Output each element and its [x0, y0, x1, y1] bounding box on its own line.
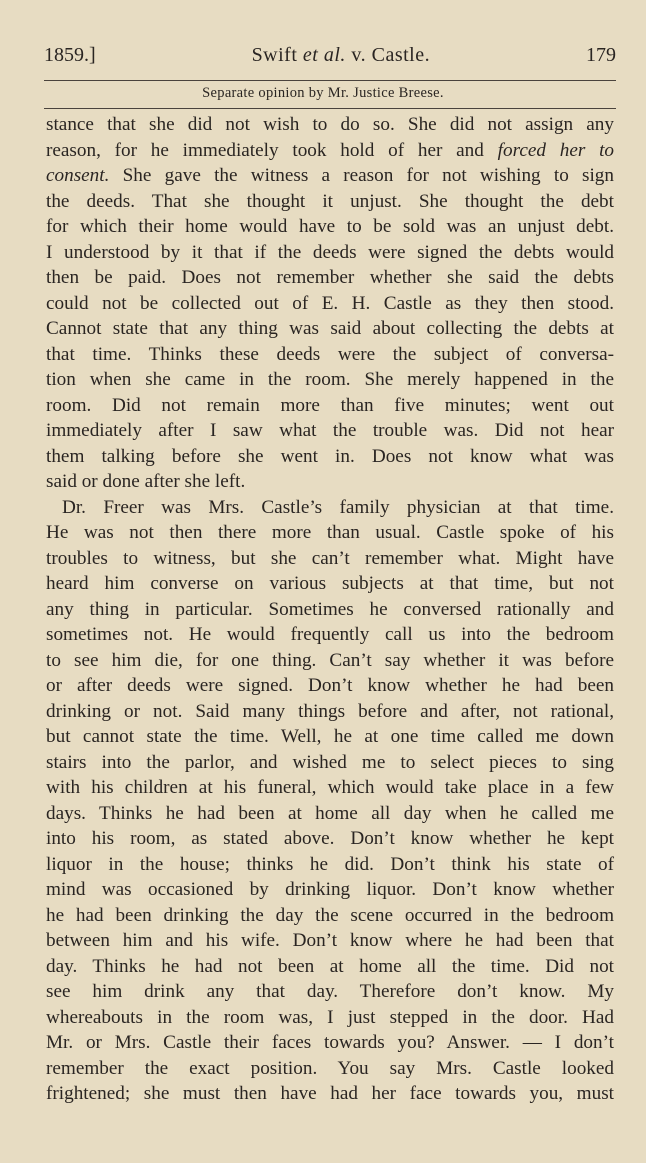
text-line: with his children at his funeral, which would take place in a few: [46, 777, 614, 798]
text-line: any thing in particular. Sometimes he conversed rationally and: [46, 598, 614, 620]
text-line: them talking before she went in. Does not know what was: [46, 445, 614, 467]
text-line: could not be collected out of E. H. Castle as they then stood.: [46, 292, 614, 314]
header-date: 1859.]: [44, 44, 96, 66]
text-line: mind was occasioned by drinking liquor. Don’t know whether: [46, 879, 614, 900]
text-line: the deeds. That she thought it unjust. She thought the debt: [46, 190, 614, 212]
text-line: liquor in the house; thinks he did. Don’t think his state of: [46, 853, 614, 875]
text-line: days. Thinks he had been at home all day when he called me: [46, 802, 614, 824]
text-line: room. Did not remain more than five minutes; went out: [46, 394, 614, 416]
subheading-rule: [44, 108, 616, 109]
text-run: She gave the witness a reason for not wishing to sign: [109, 165, 614, 186]
text-line: sometimes not. He would frequently call us into the bedroom: [46, 624, 614, 645]
text-line: I understood by it that if the deeds were signed the debts would: [46, 241, 614, 263]
text-line: frightened; she must then have had her face towards you, must: [46, 1083, 614, 1104]
text-line: that time. Thinks these deeds were the subject of conversa-: [46, 343, 614, 365]
case-title: [252, 44, 431, 67]
text-line: Mr. or Mrs. Castle their faces towards you? Answer. — I don’t: [46, 1032, 614, 1053]
text-line: troubles to witness, but she can’t remember what. Might have: [46, 547, 614, 569]
text-line: [46, 138, 614, 164]
body-text: [46, 112, 614, 1107]
text-line: between him and his wife. Don’t know where he had been that: [46, 930, 614, 951]
text-line: remember the exact position. You say Mrs. Castle looked: [46, 1057, 614, 1079]
text-line: into his room, as stated above. Don’t know whether he kept: [46, 828, 614, 849]
text-line: or after deeds were signed. Don’t know whether he had been: [46, 675, 614, 696]
text-line: then be paid. Does not remember whether she said the debts: [46, 267, 614, 288]
header-rule: [44, 80, 616, 81]
text-line: but cannot state the time. Well, he at one time called me down: [46, 726, 614, 747]
text-line: Dr. Freer was Mrs. Castle’s family physician at that time.: [62, 496, 614, 518]
text-line: see him drink any that day. Therefore don’t know. My: [46, 981, 614, 1002]
text-line: Cannot state that any thing was said about collecting the debts at: [46, 318, 614, 339]
opinion-subheading: Separate opinion by Mr. Justice Breese.: [202, 85, 444, 101]
text-line: He was not then there more than usual. Castle spoke of his: [46, 522, 614, 543]
italic-text: consent.: [46, 165, 110, 186]
case-title-part: Swift: [251, 44, 303, 66]
text-line: tion when she came in the room. She merely happened in the: [46, 369, 614, 390]
italic-text: forced her to: [497, 139, 614, 161]
text-line: whereabouts in the room was, I just stepped in the door. Had: [46, 1006, 614, 1028]
running-head: [44, 44, 616, 67]
text-line: heard him converse on various subjects at that time, but not: [46, 573, 614, 594]
text-line: stance that she did not wish to do so. She did not assign any: [46, 114, 614, 135]
page-number: 179: [586, 44, 616, 66]
text-line: he had been drinking the day the scene occurred in the bedroom: [46, 904, 614, 926]
text-line: immediately after I saw what the trouble was. Did not hear: [46, 420, 614, 441]
text-line: day. Thinks he had not been at home all the time. Did not: [46, 955, 614, 977]
text-run: reason, for he immediately took hold of her and: [46, 139, 498, 161]
case-title-part: v. Castle.: [345, 44, 431, 66]
text-line: for which their home would have to be sold was an unjust debt.: [46, 216, 614, 237]
case-title-italic: et al.: [302, 44, 346, 66]
text-line: stairs into the parlor, and wished me to select pieces to sing: [46, 751, 614, 773]
text-line: drinking or not. Said many things before and after, not rational,: [46, 700, 614, 722]
text-line: to see him die, for one thing. Can’t say whether it was before: [46, 649, 614, 671]
text-line: said or done after she left.: [46, 471, 246, 492]
text-line: [46, 163, 614, 189]
